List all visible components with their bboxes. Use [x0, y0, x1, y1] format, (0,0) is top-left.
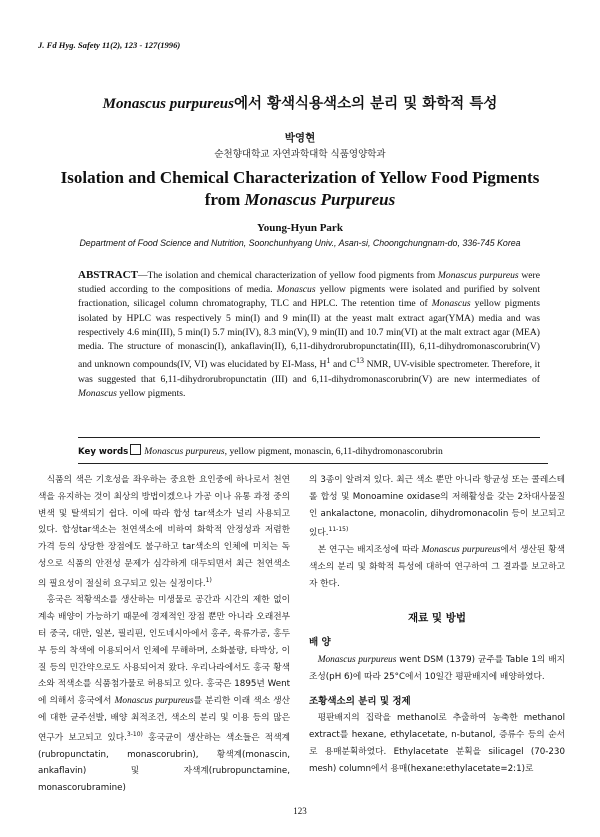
- methods-paragraph-1: [309, 652, 565, 686]
- page-number: 123: [293, 806, 307, 816]
- methods-text: went DSM (1379) 균주를 Table 1의 배지조성(pH 6)에 따라 25°C에서 10일간 평판배지에 배양하였다.: [309, 655, 565, 682]
- intro-text: 본 연구는 배지조성에 따라: [317, 545, 422, 556]
- intro-text: 식품의 색은 기호성을 좌우하는 중요한 요인중에 하나로서 천연색을 유지하는 것이 최상의 방법이겠으나 가공 이나 유통 과정 중의 변색 및 탈색되기 쉽다. 이에 따라 합성 tar색소가 널리 사용되고 있다. 합성tar색소는 천연색소에 비하여 화학적 안정성과 저렴한 가격 등의 상당한 장점에도 불구하고 tar색소의 인체에 미치는 독성으로 식품의 안전성 문제가 심각하게 대두되면서 최근 천연색소의 필요성이 절실히 요구되고 있는 실정이다.: [38, 475, 290, 589]
- intro-paragraph-4: [309, 542, 565, 592]
- abstract-superscript: 1: [326, 356, 331, 366]
- section-heading-methods: 재료 및 방법: [407, 612, 467, 625]
- intro-paragraph-1: [38, 472, 290, 592]
- citation: 11-15): [328, 526, 349, 534]
- abstract-genus: Monascus: [78, 387, 117, 399]
- left-column: [38, 472, 290, 797]
- intro-text: 홍국은 적황색소를 생산하는 미생물로 공간과 시간의 제한 없이 계속 배양이 가능하기 때문에 경제적인 장점 뿐만 아니라 오래전부터 중국, 대만, 일본, 필리핀, 인도네시아에서 홍주, 육류가공, 홍두부 등의 착색에 이용되어서 인체에 무해하며, 소화불량, 타박상, 이질 등의 민간약으로도 사용되어져 왔다. 우리나라에서도 홍국 황색소와 적색소를 식품첨가물로 허용되고 있다. 홍국은 1895년 Went에 의해서 홍국에서: [38, 595, 290, 707]
- abstract-divider-top: [78, 437, 540, 438]
- journal-reference: J. Fd Hyg. Safety 11(2), 123 - 127(1996): [38, 40, 181, 50]
- english-author: Young-Hyun Park: [257, 222, 343, 234]
- abstract: [78, 268, 540, 401]
- english-affiliation: Department of Food Science and Nutrition, Soonchunhyang Univ., Asan-si, Choongchungnam-do, 336-745 Korea: [79, 238, 521, 248]
- citation: 1): [205, 576, 212, 584]
- keywords: [78, 444, 548, 457]
- citation: 3-10): [126, 730, 143, 738]
- abstract-superscript: 13: [355, 356, 364, 366]
- abstract-text: NMR, UV-visible spectrometer. Therefore, it was suggested that 6,11-dihydrorubropunctatin (III) and 6,11-dihydromonascorubrin(V) are new intermediates of: [78, 359, 540, 385]
- abstract-species: Monascus purpureus: [437, 270, 519, 281]
- abstract-genus: Monascus: [431, 298, 471, 310]
- abstract-text: yellow pigments.: [116, 387, 186, 399]
- keywords-text: , yellow pigment, monascin, 6,11-dihydromonascorubrin: [224, 446, 443, 457]
- english-title: [0, 167, 600, 211]
- intro-text: 의 3종이 알려져 있다. 최근 색소 뿐만 아니라 항균성 또는 콜레스테롤 합성 및 Monoamine oxidase의 저해활성을 갖는 2차대사물질인 ankalactone, monacolin, dihydromonacolin 등이 보고되고 있다.: [309, 475, 565, 539]
- keywords-box-icon: [130, 444, 141, 455]
- abstract-text: yellow pigments were isolated and purified by solvent fractionation, silicagel column chromatography, TLC and HPLC. The retention time of: [78, 284, 540, 310]
- korean-title-text: 에서 황색식용색소의 분리 및 화학적 특성: [233, 96, 498, 112]
- abstract-genus: Monascus: [276, 284, 316, 296]
- keywords-divider: [78, 463, 548, 464]
- korean-title-species: Monascus purpureus: [102, 96, 234, 112]
- methods-species: Monascus purpureus: [317, 655, 397, 666]
- intro-text: 에서 생산된 황색색소의 분리 및 화학적 특성에 대하여 연구하여 그 결과를 보고하고자 한다.: [309, 545, 565, 589]
- korean-affiliation: 순천향대학교 자연과학대학 식품영양학과: [214, 149, 386, 160]
- english-title-line1: Isolation and Chemical Characterization of Yellow Food Pigments: [60, 168, 540, 187]
- keywords-label: Key words: [78, 447, 129, 457]
- intro-text: 홍국균이 생산하는 색소들은 적색계(rubropunctatin, monascorubrin), 황색계(monascin, ankaflavin) 및 자색계(rubropunctamine, monascorubramine): [38, 732, 290, 794]
- keywords-species: Monascus purpureus: [144, 446, 225, 457]
- intro-species: Monascus purpureus: [114, 696, 194, 707]
- abstract-text: yellow pigments isolated by HPLC was respectively 5 min(I) and 9 min(II) at the yeast malt extract agar(YMA) media and was respectively 4.6 min(III), 5 min(I) 5.7 min(IV), 8.3 min(V), 9 min(II) and 10.7 min(VI) at the malt extract agar (MEA) media. The structure of monascin(I), ankaflavin(II), 6,11-dihydrorubropunctatin(III), 6,11-dihydromonascorubrin(V) and unknown compounds(IV, VI) was elucidated by EI-Mass, H: [78, 298, 540, 371]
- intro-species: Monascus purpureus: [421, 545, 501, 556]
- english-title-line2: [0, 189, 600, 211]
- intro-text: 를 분리한 이래 색소 생산에 대한 균주선발, 배양 최적조건, 색소의 분리 및 이용 등의 많은 연구가 보고되고 있다.: [38, 696, 291, 743]
- right-column: [309, 472, 565, 778]
- methods-paragraph-2: 평판배지의 집락을 methanol로 추출하여 농축한 methanol extract를 hexane, ethylacetate, n-butanol, 증류수 등의 순서로 용매분획하였다. Ethylacetate 분획을 silicagel (70-230 mesh) column에서 용매(hexane:ethylacetate=2:1)로: [309, 713, 565, 774]
- intro-paragraph-2: [38, 592, 290, 796]
- korean-author: 박영현: [284, 132, 316, 144]
- subheading-isolation: 조황색소의 분리 및 정제: [309, 695, 411, 707]
- abstract-text: —The isolation and chemical characterization of yellow food pigments from: [137, 270, 438, 281]
- abstract-text: and C: [330, 359, 356, 371]
- english-title-species: Monascus Purpureus: [244, 190, 396, 209]
- korean-title: [0, 92, 600, 113]
- subheading-culture: 배 양: [309, 637, 331, 649]
- abstract-label: ABSTRACT: [78, 269, 138, 281]
- english-title-from: from: [204, 190, 245, 209]
- intro-paragraph-3: [309, 472, 565, 542]
- abstract-text: were studied according to the compositions of media.: [78, 270, 541, 296]
